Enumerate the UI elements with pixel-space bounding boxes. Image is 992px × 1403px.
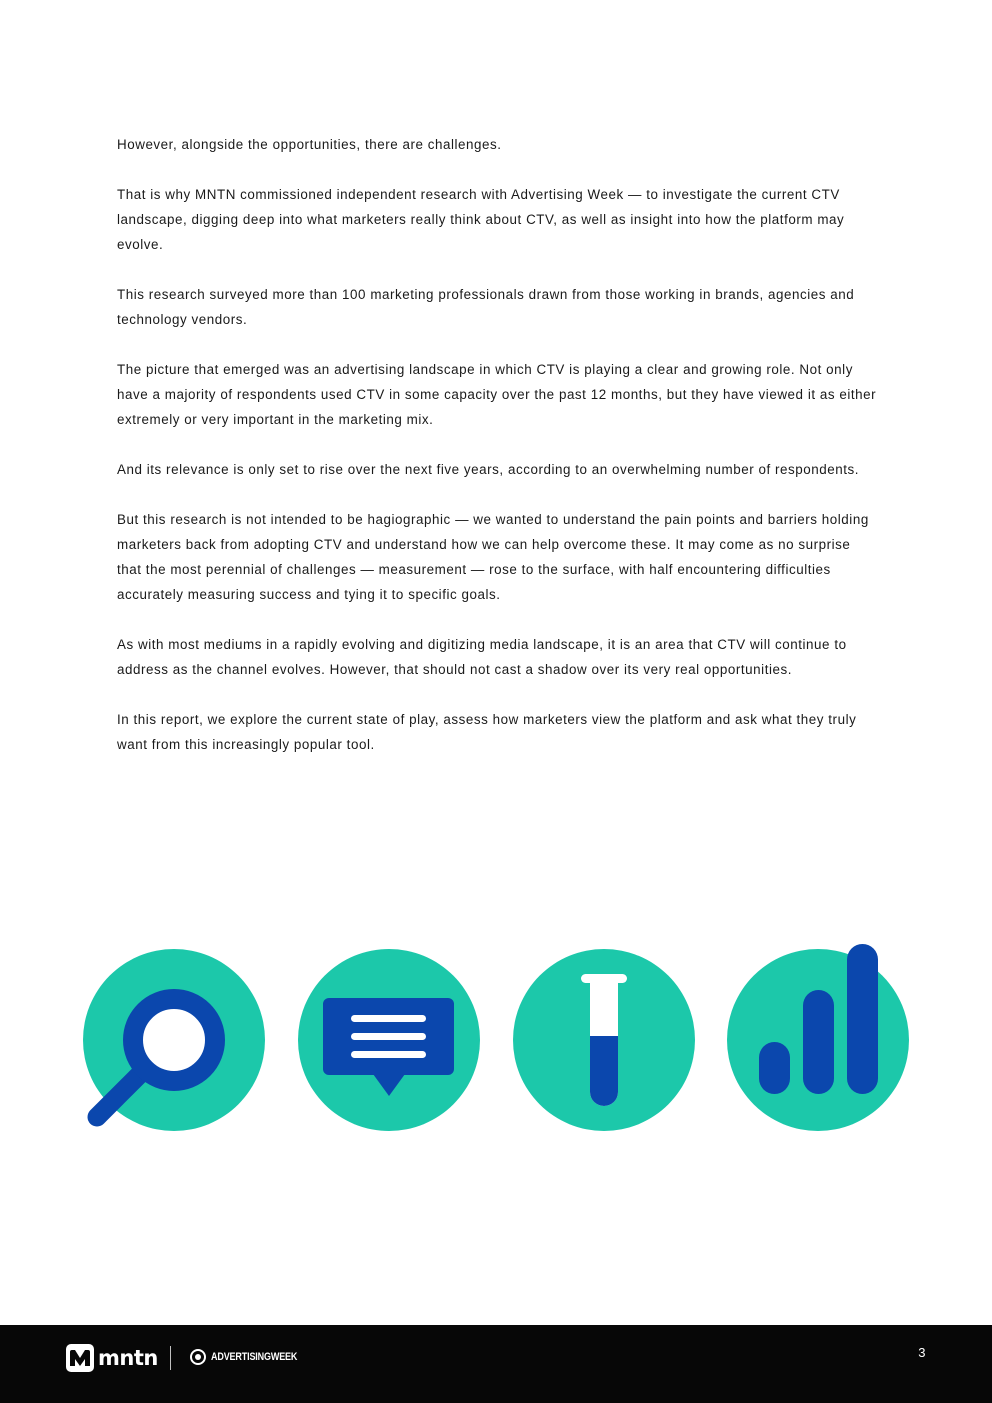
magnifying-glass-icon — [64, 930, 284, 1140]
mntn-wordmark: mntn — [98, 1346, 158, 1370]
paragraph: This research surveyed more than 100 marketing professionals drawn from those working in brands, agencies and technology vendors. — [117, 287, 855, 327]
speech-bubble-icon — [279, 930, 499, 1140]
mntn-logo — [66, 1344, 158, 1372]
footer — [0, 1325, 992, 1403]
paragraph: But this research is not intended to be hagiographic — we wanted to understand the pain points and barriers holding marketers back from adopting CTV and understand how we can help overcome these. It may come as no surprise that the most perennial of challenges — measurement — rose to the surface, with half encountering difficulties accurately measuring success and tying it to specific goals. — [117, 512, 869, 602]
paragraph: The picture that emerged was an advertising landscape in which CTV is playing a clear and growing role. Not only have a majority of respondents used CTV in some capacity over the past 12 months, but they have viewed it as either extremely or very important in the marketing mix. — [117, 362, 877, 427]
test-tube-icon — [494, 930, 714, 1140]
paragraph: However, alongside the opportunities, there are challenges. — [117, 137, 502, 152]
advertising-week-icon — [190, 1349, 206, 1365]
mntn-mark-icon — [66, 1344, 94, 1372]
page-number: 3 — [918, 1345, 926, 1360]
body-text — [117, 132, 879, 782]
advertising-week-logo — [190, 1349, 316, 1365]
paragraph: In this report, we explore the current state of play, assess how marketers view the platform and ask what they truly want from this increasingly popular tool. — [117, 712, 857, 752]
paragraph: And its relevance is only set to rise over the next five years, according to an overwhelming number of respondents. — [117, 462, 860, 477]
footer-divider — [170, 1346, 171, 1370]
icon-row — [0, 930, 992, 1140]
paragraph: That is why MNTN commissioned independent research with Advertising Week — to investigate the current CTV landscape, digging deep into what marketers really think about CTV, as well as insight into how the platform may evolve. — [117, 187, 845, 252]
bar-chart-icon — [708, 930, 928, 1140]
advertising-week-wordmark: ADVERTISINGWEEK — [211, 1351, 298, 1363]
paragraph: As with most mediums in a rapidly evolving and digitizing media landscape, it is an area that CTV will continue to address as the channel evolves. However, that should not cast a shadow over its very real opportunities. — [117, 637, 847, 677]
